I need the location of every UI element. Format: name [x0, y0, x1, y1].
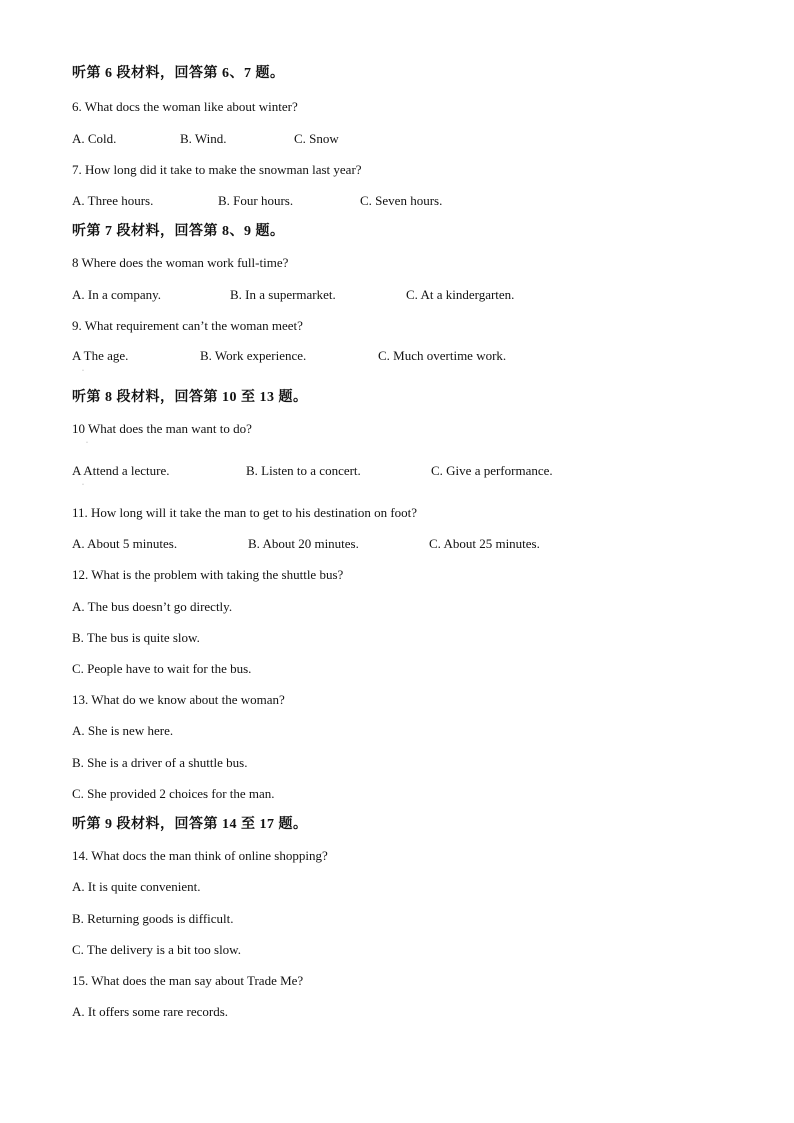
- option-a: A. It is quite convenient.: [72, 879, 201, 894]
- question-stem: 14. What docs the man think of online shopping?: [72, 848, 328, 863]
- question-stem: 7. How long did it take to make the snowman last year?: [72, 162, 362, 177]
- option-b: B. Work experience.: [200, 348, 307, 363]
- option-b: B. Returning goods is difficult.: [72, 911, 234, 926]
- punctuation-dot: ·: [86, 440, 88, 446]
- option-a: A. She is new here.: [72, 723, 174, 738]
- section-heading: 听第 8 段材料，回答第 10 至 13 题。: [72, 390, 308, 405]
- option-b: B. She is a driver of a shuttle bus.: [72, 755, 248, 770]
- option-c: C. People have to wait for the bus.: [72, 661, 252, 676]
- option-a: A Attend a lecture.: [72, 463, 170, 478]
- option-c: C. She provided 2 choices for the man.: [72, 786, 275, 801]
- question-stem: 12. What is the problem with taking the shuttle bus?: [72, 567, 344, 582]
- option-c: C. About 25 minutes.: [429, 536, 540, 551]
- question-stem: 10 What does the man want to do?: [72, 421, 252, 436]
- question-stem: 6. What docs the woman like about winter?: [72, 99, 298, 114]
- option-c: C. The delivery is a bit too slow.: [72, 942, 241, 957]
- option-b: B. In a supermarket.: [230, 287, 336, 302]
- option-c: C. At a kindergarten.: [406, 287, 515, 302]
- section-heading: 听第 9 段材料，回答第 14 至 17 题。: [72, 817, 308, 832]
- punctuation-dot: ·: [82, 368, 84, 374]
- option-c: C. Seven hours.: [360, 193, 443, 208]
- option-a: A. About 5 minutes.: [72, 536, 178, 551]
- option-b: B. The bus is quite slow.: [72, 630, 200, 645]
- option-b: B. Wind.: [180, 131, 227, 146]
- punctuation-dot: ·: [82, 482, 84, 488]
- question-stem: 9. What requirement can’t the woman meet?: [72, 318, 303, 333]
- option-a: A. Cold.: [72, 131, 117, 146]
- option-b: B. About 20 minutes.: [248, 536, 359, 551]
- option-a: A. Three hours.: [72, 193, 154, 208]
- option-c: C. Much overtime work.: [378, 348, 507, 363]
- option-a: A. The bus doesn’t go directly.: [72, 599, 233, 614]
- option-c: C. Give a performance.: [431, 463, 553, 478]
- section-heading: 听第 7 段材料，回答第 8、9 题。: [72, 224, 285, 239]
- option-a: A. It offers some rare records.: [72, 1004, 229, 1019]
- option-b: B. Listen to a concert.: [246, 463, 361, 478]
- question-stem: 15. What does the man say about Trade Me?: [72, 973, 304, 988]
- option-a: A The age.: [72, 348, 129, 363]
- question-stem: 13. What do we know about the woman?: [72, 692, 285, 707]
- option-c: C. Snow: [294, 131, 339, 146]
- question-stem: 11. How long will it take the man to get to his destination on foot?: [72, 505, 418, 520]
- section-heading: 听第 6 段材料，回答第 6、7 题。: [72, 66, 285, 81]
- question-stem: 8 Where does the woman work full-time?: [72, 255, 289, 270]
- option-a: A. In a company.: [72, 287, 162, 302]
- option-b: B. Four hours.: [218, 193, 294, 208]
